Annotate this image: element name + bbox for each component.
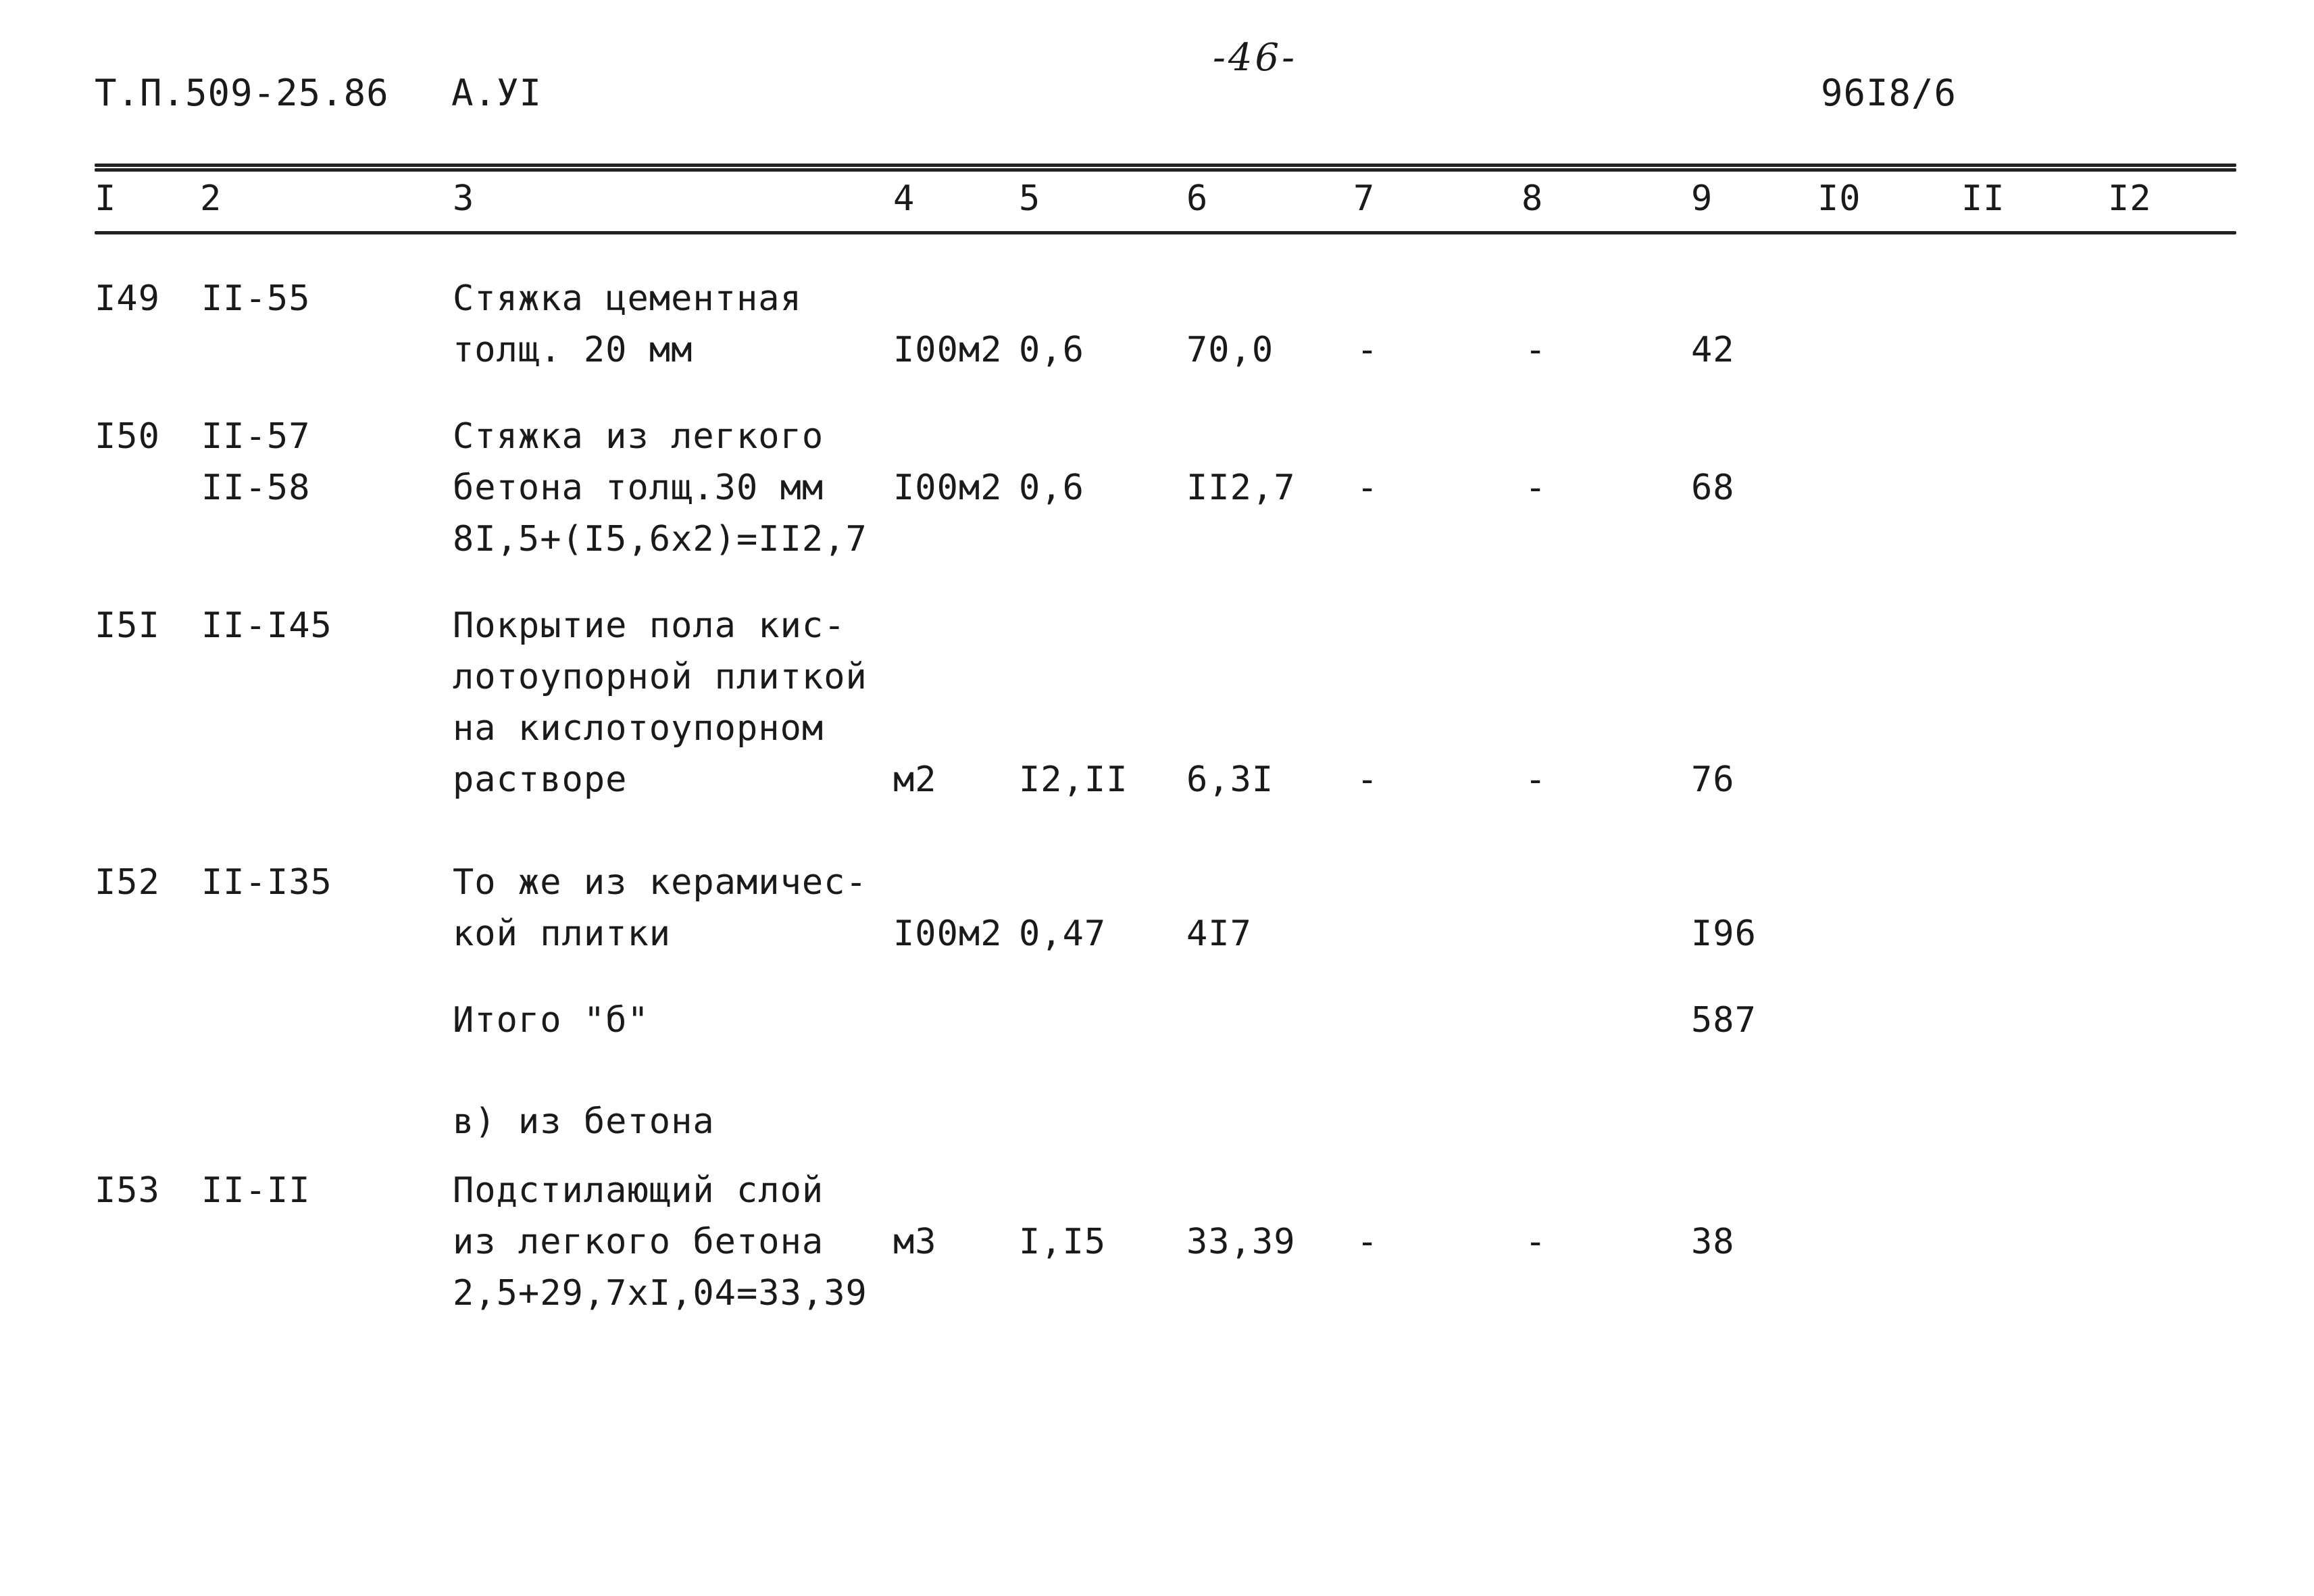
table-top-rule: [95, 164, 2236, 167]
row-price: 4I7: [1186, 914, 1252, 954]
row-number: I49: [95, 278, 160, 319]
column-header: I2: [2108, 178, 2152, 219]
page-number: -46-: [1213, 36, 1298, 80]
row-description-line: растворе: [453, 759, 628, 800]
row-description-line: 2,5+29,7хI,04=33,39: [453, 1273, 867, 1314]
column-header: 6: [1186, 178, 1209, 219]
row-code: II-II: [201, 1170, 311, 1211]
row-description-line: Подстилающий слой: [453, 1170, 824, 1211]
subtotal-value: 587: [1691, 1000, 1757, 1041]
row-number: I5I: [95, 605, 160, 646]
row-col9: 42: [1691, 330, 1735, 370]
column-header: 9: [1691, 178, 1713, 219]
column-header: 8: [1521, 178, 1544, 219]
row-code: II-I35: [201, 862, 332, 903]
row-description-line: бетона толщ.30 мм: [453, 468, 824, 508]
row-code: II-I45: [201, 605, 332, 646]
row-code: II-55: [201, 278, 311, 319]
row-unit: I00м2: [893, 330, 1003, 370]
row-description-line: Стяжка из легкого: [453, 416, 824, 457]
row-description-line: Покрытие пола кис-: [453, 605, 846, 646]
row-description-line: толщ. 20 мм: [453, 330, 693, 370]
row-col8: -: [1525, 330, 1547, 370]
row-col7: -: [1357, 468, 1379, 508]
subtotal-label: Итого "б": [453, 1000, 649, 1041]
album-ref: А.УI: [451, 72, 543, 114]
section-heading: в) из бетона: [453, 1101, 715, 1142]
column-header: 7: [1353, 178, 1376, 219]
row-col9: 38: [1691, 1222, 1735, 1262]
row-description-line: То же из керамичес-: [453, 862, 867, 903]
row-number: I50: [95, 416, 160, 457]
row-col9: 68: [1691, 468, 1735, 508]
row-quantity: I2,II: [1019, 759, 1128, 800]
row-quantity: 0,6: [1019, 468, 1084, 508]
row-description-line: из легкого бетона: [453, 1222, 824, 1262]
row-code: II-58: [201, 468, 311, 508]
row-col9: 76: [1691, 759, 1735, 800]
row-col9: I96: [1691, 914, 1757, 954]
row-quantity: 0,6: [1019, 330, 1084, 370]
column-header: 4: [893, 178, 915, 219]
column-header: I: [95, 178, 117, 219]
sheet-code: 96I8/6: [1821, 72, 1957, 114]
row-description-line: лотоупорной плиткой: [453, 657, 867, 697]
row-number: I53: [95, 1170, 160, 1211]
doc-ref: Т.П.509-25.86: [95, 72, 389, 114]
row-unit: I00м2: [893, 914, 1003, 954]
row-col8: -: [1525, 1222, 1547, 1262]
row-description-line: на кислотоупорном: [453, 708, 824, 749]
row-description-line: 8I,5+(I5,6х2)=II2,7: [453, 519, 867, 559]
column-header: 5: [1019, 178, 1041, 219]
row-unit: м3: [893, 1222, 937, 1262]
row-description-line: Стяжка цементная: [453, 278, 802, 319]
row-price: 33,39: [1186, 1222, 1296, 1262]
row-col8: -: [1525, 759, 1547, 800]
row-price: 6,3I: [1186, 759, 1274, 800]
row-col8: -: [1525, 468, 1547, 508]
table-header-bottom-rule: [95, 231, 2236, 234]
row-quantity: I,I5: [1019, 1222, 1107, 1262]
column-header: I0: [1817, 178, 1861, 219]
row-price: II2,7: [1186, 468, 1296, 508]
row-col7: -: [1357, 1222, 1379, 1262]
row-col7: -: [1357, 330, 1379, 370]
column-header: II: [1961, 178, 2005, 219]
row-number: I52: [95, 862, 160, 903]
row-description-line: кой плитки: [453, 914, 672, 954]
row-unit: м2: [893, 759, 937, 800]
column-header: 3: [453, 178, 475, 219]
row-unit: I00м2: [893, 468, 1003, 508]
column-header: 2: [200, 178, 222, 219]
row-col7: -: [1357, 759, 1379, 800]
row-price: 70,0: [1186, 330, 1274, 370]
row-quantity: 0,47: [1019, 914, 1107, 954]
table-top-rule-second: [95, 168, 2236, 172]
row-code: II-57: [201, 416, 311, 457]
